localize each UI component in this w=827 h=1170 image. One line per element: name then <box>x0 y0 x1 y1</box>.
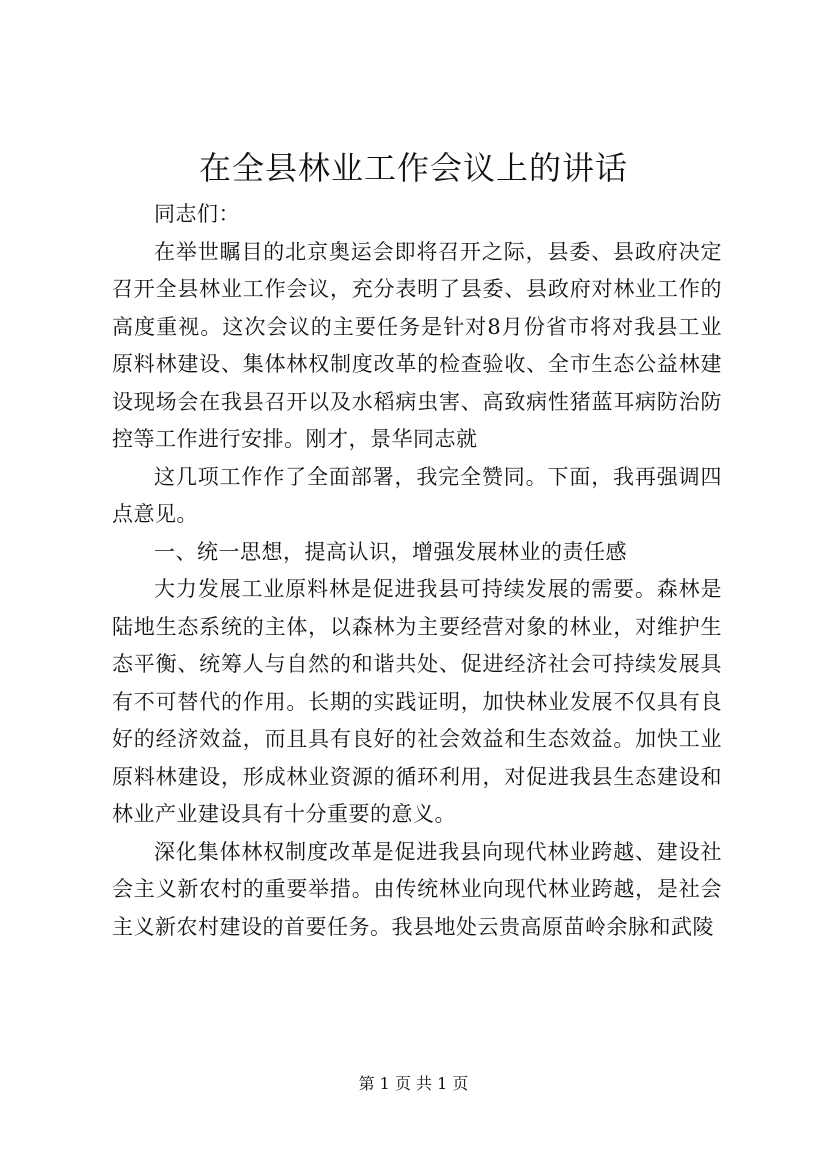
salutation: 同志们： <box>154 202 240 226</box>
paragraph-intro: 在举世瞩目的北京奥运会即将召开之际，县委、县政府决定召开全县林业工作会议，充分表明了县委、县政府对林业工作的高度重视。这次会议的主要任务是针对8月份省市将对我县工业原料林建设、集体林权制度改革的检查验收、全市生态公益林建设现场会在我县召开以及水稻病虫害、高致病性猪蓝耳病防治防控等工作进行安排。刚才，景华同志就 <box>112 239 722 451</box>
document-body <box>112 196 722 946</box>
page-number-footer: 第 1 页 共 1 页 <box>358 1074 469 1093</box>
section-heading: 一、统一思想，提高认识，增强发展林业的责任感 <box>154 539 627 564</box>
paragraph-continuation: 这几项工作作了全面部署，我完全赞同。下面，我再强调四点意见。 <box>112 464 722 526</box>
document-title: 在全县林业工作会议上的讲话 <box>198 149 628 187</box>
paragraph-raw-material-forest: 大力发展工业原料林是促进我县可持续发展的需要。森林是陆地生态系统的主体，以森林为主要经营对象的林业，对维护生态平衡、统筹人与自然的和谐共处、促进经济社会可持续发展具有不可替代的作用。长期的实践证明，加快林业发展不仅具有良好的经济效益，而且具有良好的社会效益和生态效益。加快工业原料林建设，形成林业资源的循环利用，对促进我县生态建设和林业产业建设具有十分重要的意义。 <box>112 577 722 826</box>
paragraph-forest-reform: 深化集体林权制度改革是促进我县向现代林业跨越、建设社会主义新农村的重要举措。由传统林业向现代林业跨越，是社会主义新农村建设的首要任务。我县地处云贵高原苗岭余脉和武陵 <box>112 839 722 939</box>
